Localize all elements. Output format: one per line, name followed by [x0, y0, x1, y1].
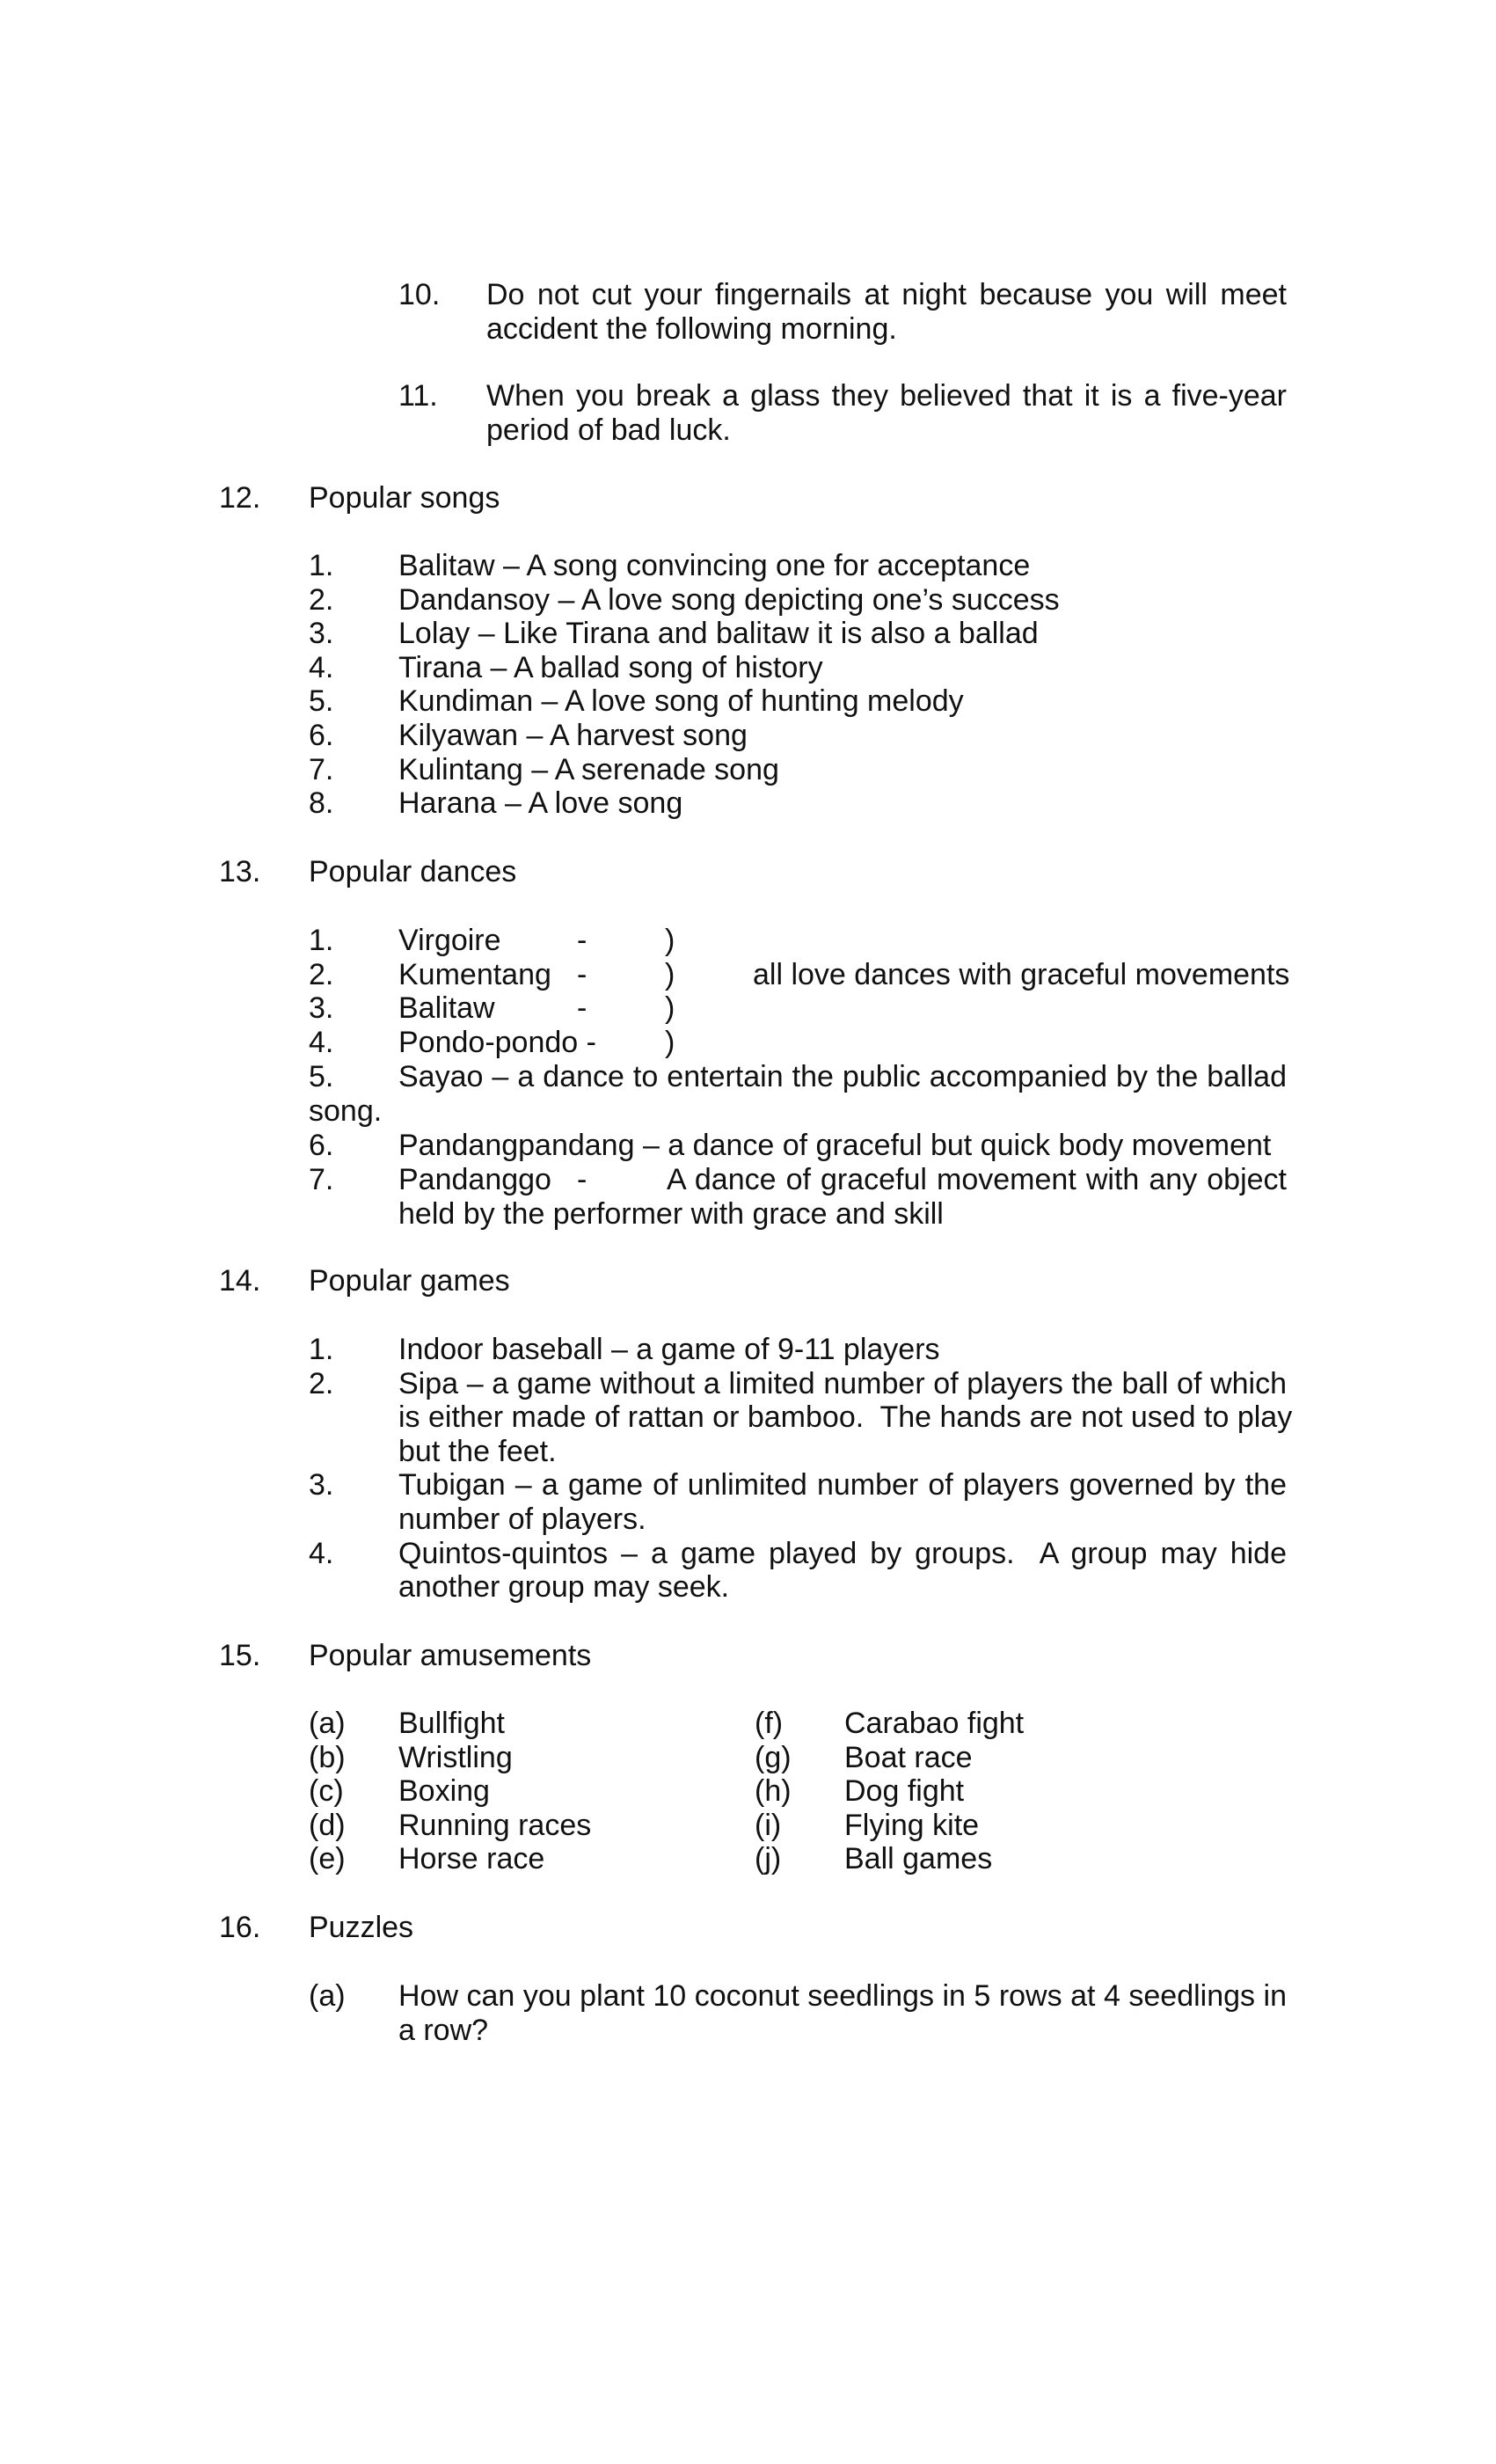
item-number: 2.: [309, 582, 334, 617]
item-letter: (j): [755, 1842, 782, 1876]
table-row: [309, 1774, 1287, 1809]
dance-name: Virgoire: [398, 924, 501, 957]
item-number: 4.: [309, 650, 334, 684]
list-item: [309, 1026, 1287, 1060]
item-text: Boxing: [398, 1774, 490, 1809]
table-row: [309, 1707, 1287, 1741]
section-number: 14.: [219, 1264, 261, 1298]
item-text: Kulintang – A serenade song: [398, 752, 779, 786]
item-text: Boat race: [844, 1740, 973, 1774]
item-text: Ball games: [844, 1842, 993, 1876]
item-text-line: Do not cut your fingernails at night because you will meet: [486, 278, 1287, 311]
item-text: Bullfight: [398, 1707, 505, 1740]
item-number: 1.: [309, 549, 334, 582]
item-text-line: Indoor baseball – a game of 9-11 players: [398, 1333, 940, 1366]
item-number: 5.: [309, 1060, 334, 1093]
dance-item-5-wrap: song.: [309, 1094, 383, 1128]
item-number: 3.: [309, 991, 334, 1026]
item-number: 3.: [309, 1468, 334, 1503]
paren: ): [665, 991, 675, 1026]
list-item: [309, 957, 1290, 992]
section-title: Puzzles: [309, 1911, 414, 1944]
item-text: Kilyawan – A harvest song: [398, 718, 748, 752]
item-text-line: a row?: [398, 2013, 489, 2047]
dash: -: [577, 957, 587, 991]
item-text-line: but the feet.: [398, 1434, 557, 1468]
item-letter: (f): [755, 1707, 784, 1740]
table-row: [309, 1809, 1287, 1843]
item-text: Lolay – Like Tirana and balitaw it is also a ballad: [398, 617, 1039, 651]
item-text-line: another group may seek.: [398, 1570, 730, 1605]
puzzle-item: [309, 1979, 1287, 2047]
item-number: 2.: [309, 1366, 334, 1400]
item-text: Harana – A love song: [398, 786, 683, 821]
paren: ): [665, 957, 675, 991]
item-number: 1.: [309, 924, 334, 957]
item-text: Flying kite: [844, 1808, 980, 1842]
item-text: Wristling: [398, 1740, 513, 1774]
list-item: [309, 719, 1285, 753]
list-item: [309, 991, 1287, 1026]
item-number: 6.: [309, 1129, 334, 1162]
item-text: Carabao fight: [844, 1707, 1025, 1740]
list-item: [309, 924, 1287, 958]
belief-item: [398, 379, 1287, 447]
item-text-line: accident the following morning.: [486, 311, 897, 346]
item-text-line: Sayao – a dance to entertain the public accompanied by the ballad: [398, 1060, 1287, 1093]
item-number: 11.: [398, 379, 438, 413]
dance-name: Pandanggo: [398, 1163, 551, 1196]
section-number: 15.: [219, 1639, 261, 1672]
item-number: 7.: [309, 752, 334, 786]
item-letter: (i): [755, 1808, 782, 1842]
section-title: Popular games: [309, 1264, 510, 1298]
item-letter: (e): [309, 1842, 346, 1876]
dance-item-6: [309, 1129, 1287, 1163]
item-number: 2.: [309, 957, 334, 991]
dance-item-7: [309, 1163, 1287, 1231]
games-list: [309, 1333, 1293, 1605]
list-item: [309, 684, 1285, 719]
list-item: [309, 617, 1285, 651]
list-item: [309, 1468, 1287, 1536]
item-text-line: Quintos-quintos – a game played by groups. A group may hide: [398, 1536, 1287, 1570]
item-letter: (h): [755, 1774, 792, 1809]
dance-name: Kumentang: [398, 957, 551, 991]
item-letter: (a): [309, 1707, 346, 1740]
item-number: 7.: [309, 1163, 334, 1196]
list-item: [309, 1537, 1287, 1605]
item-number: 1.: [309, 1333, 334, 1366]
item-text-line: is either made of rattan or bamboo. The hands are not used to play: [398, 1400, 1293, 1435]
dances-list: [309, 924, 1290, 1059]
belief-item: [398, 278, 1287, 346]
item-number: 3.: [309, 617, 334, 651]
section-title: Popular songs: [309, 481, 500, 515]
item-number: 6.: [309, 718, 334, 752]
amusements-table: [309, 1707, 1287, 1876]
list-item: [309, 753, 1285, 787]
item-number: 8.: [309, 786, 334, 821]
item-letter: (b): [309, 1740, 346, 1774]
list-item: [309, 786, 1285, 821]
item-letter: (g): [755, 1740, 792, 1774]
item-letter: (d): [309, 1808, 346, 1842]
item-text: Dandansoy – A love song depicting one’s success: [398, 582, 1060, 617]
paren: ): [665, 924, 675, 957]
section-title: Popular dances: [309, 855, 517, 888]
table-row: [309, 1842, 1287, 1876]
list-item: [309, 1366, 1293, 1469]
item-text-line: Sipa – a game without a limited number of players the ball of which: [398, 1366, 1287, 1400]
item-text-line: period of bad luck.: [486, 413, 731, 447]
item-number: 5.: [309, 684, 334, 719]
dash: -: [577, 1163, 587, 1196]
item-letter: (a): [309, 1979, 346, 2013]
item-text-line: number of players.: [398, 1502, 646, 1536]
section-number: 13.: [219, 855, 261, 888]
item-text-line: A dance of graceful movement with any object: [667, 1163, 1287, 1196]
item-number: 4.: [309, 1025, 334, 1059]
item-number: 10.: [398, 278, 441, 311]
item-text: Tirana – A ballad song of history: [398, 650, 823, 684]
dash: -: [577, 924, 587, 957]
item-letter: (c): [309, 1774, 344, 1809]
item-text: Dog fight: [844, 1774, 965, 1809]
item-text: Kundiman – A love song of hunting melody: [398, 684, 964, 719]
list-item: [309, 583, 1285, 618]
list-item: [309, 651, 1285, 685]
section-number: 12.: [219, 481, 261, 515]
item-text: Pandangpandang – a dance of graceful but quick body movement: [398, 1129, 1272, 1162]
paren: ): [665, 1025, 675, 1059]
dance-name: Pondo-pondo -: [398, 1025, 596, 1059]
item-text-line: held by the performer with grace and skill: [398, 1196, 944, 1231]
songs-list: [309, 549, 1285, 821]
section-number: 16.: [219, 1911, 261, 1944]
section-title: Popular amusements: [309, 1639, 592, 1672]
dance-item-5: [309, 1060, 1287, 1094]
item-text: Balitaw – A song convincing one for acceptance: [398, 549, 1031, 582]
table-row: [309, 1741, 1287, 1775]
item-number: 4.: [309, 1536, 334, 1570]
dash: -: [577, 991, 587, 1026]
item-text: Horse race: [398, 1842, 545, 1876]
list-item: [309, 1333, 1287, 1367]
item-text-line: Tubigan – a game of unlimited number of players governed by the: [398, 1468, 1287, 1503]
item-text-line: When you break a glass they believed that it is a five-year: [486, 379, 1287, 413]
dance-name: Balitaw: [398, 991, 495, 1026]
group-note: all love dances with graceful movements: [753, 957, 1290, 991]
item-text-line: How can you plant 10 coconut seedlings in 5 rows at 4 seedlings in: [398, 1979, 1287, 2013]
list-item: [309, 549, 1285, 583]
item-text: Running races: [398, 1808, 592, 1842]
